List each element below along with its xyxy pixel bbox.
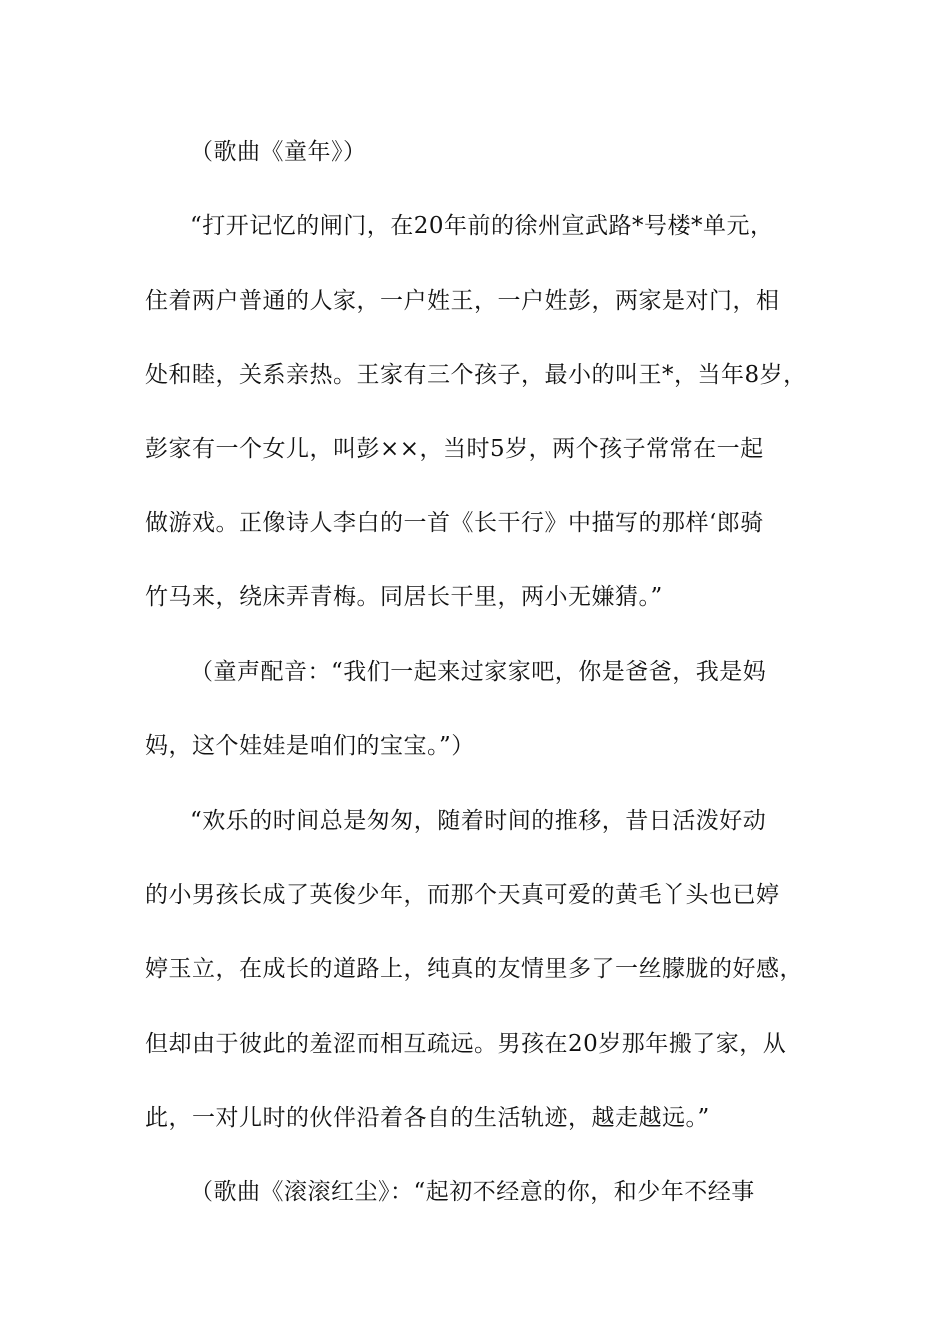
paragraph-narration-2-line-2: 的小男孩长成了英俊少年，而那个天真可爱的黄毛丫头也已婷 xyxy=(145,882,780,908)
paragraph-child-voice-line-1: （童声配音：“我们一起来过家家吧，你是爸爸，我是妈 xyxy=(190,659,767,685)
paragraph-narration-2-line-4: 但却由于彼此的羞涩而相互疏远。男孩在20岁那年搬了家，从 xyxy=(145,1031,787,1057)
paragraph-narration-1-line-4: 彭家有一个女儿，叫彭××，当时5岁，两个孩子常常在一起 xyxy=(145,436,764,462)
paragraph-narration-2-line-1: “欢乐的时间总是匆匆，随着时间的推移，昔日活泼好动 xyxy=(190,808,767,834)
paragraph-narration-1-line-3: 处和睦，关系亲热。王家有三个孩子，最小的叫王*，当年8岁， xyxy=(145,362,807,388)
paragraph-song-childhood: （歌曲《童年》） xyxy=(190,139,367,165)
paragraph-narration-2-line-3: 婷玉立，在成长的道路上，纯真的友情里多了一丝朦胧的好感， xyxy=(145,956,803,982)
paragraph-narration-2-line-5: 此，一对儿时的伙伴沿着各自的生活轨迹，越走越远。” xyxy=(145,1105,710,1131)
paragraph-song-red-dust: （歌曲《滚滚红尘》：“起初不经意的你，和少年不经事 xyxy=(190,1179,755,1205)
paragraph-narration-1-line-2: 住着两户普通的人家，一户姓王，一户姓彭，两家是对门，相 xyxy=(145,288,780,314)
paragraph-narration-1-line-1: “打开记忆的闸门，在20年前的徐州宣武路*号楼*单元， xyxy=(190,213,774,239)
paragraph-narration-1-line-5: 做游戏。正像诗人李白的一首《长干行》中描写的那样‘郎骑 xyxy=(145,510,764,536)
paragraph-narration-1-line-6: 竹马来，绕床弄青梅。同居长干里，两小无嫌猜。” xyxy=(145,584,663,610)
paragraph-child-voice-line-2: 妈，这个娃娃是咱们的宝宝。”） xyxy=(145,733,475,759)
